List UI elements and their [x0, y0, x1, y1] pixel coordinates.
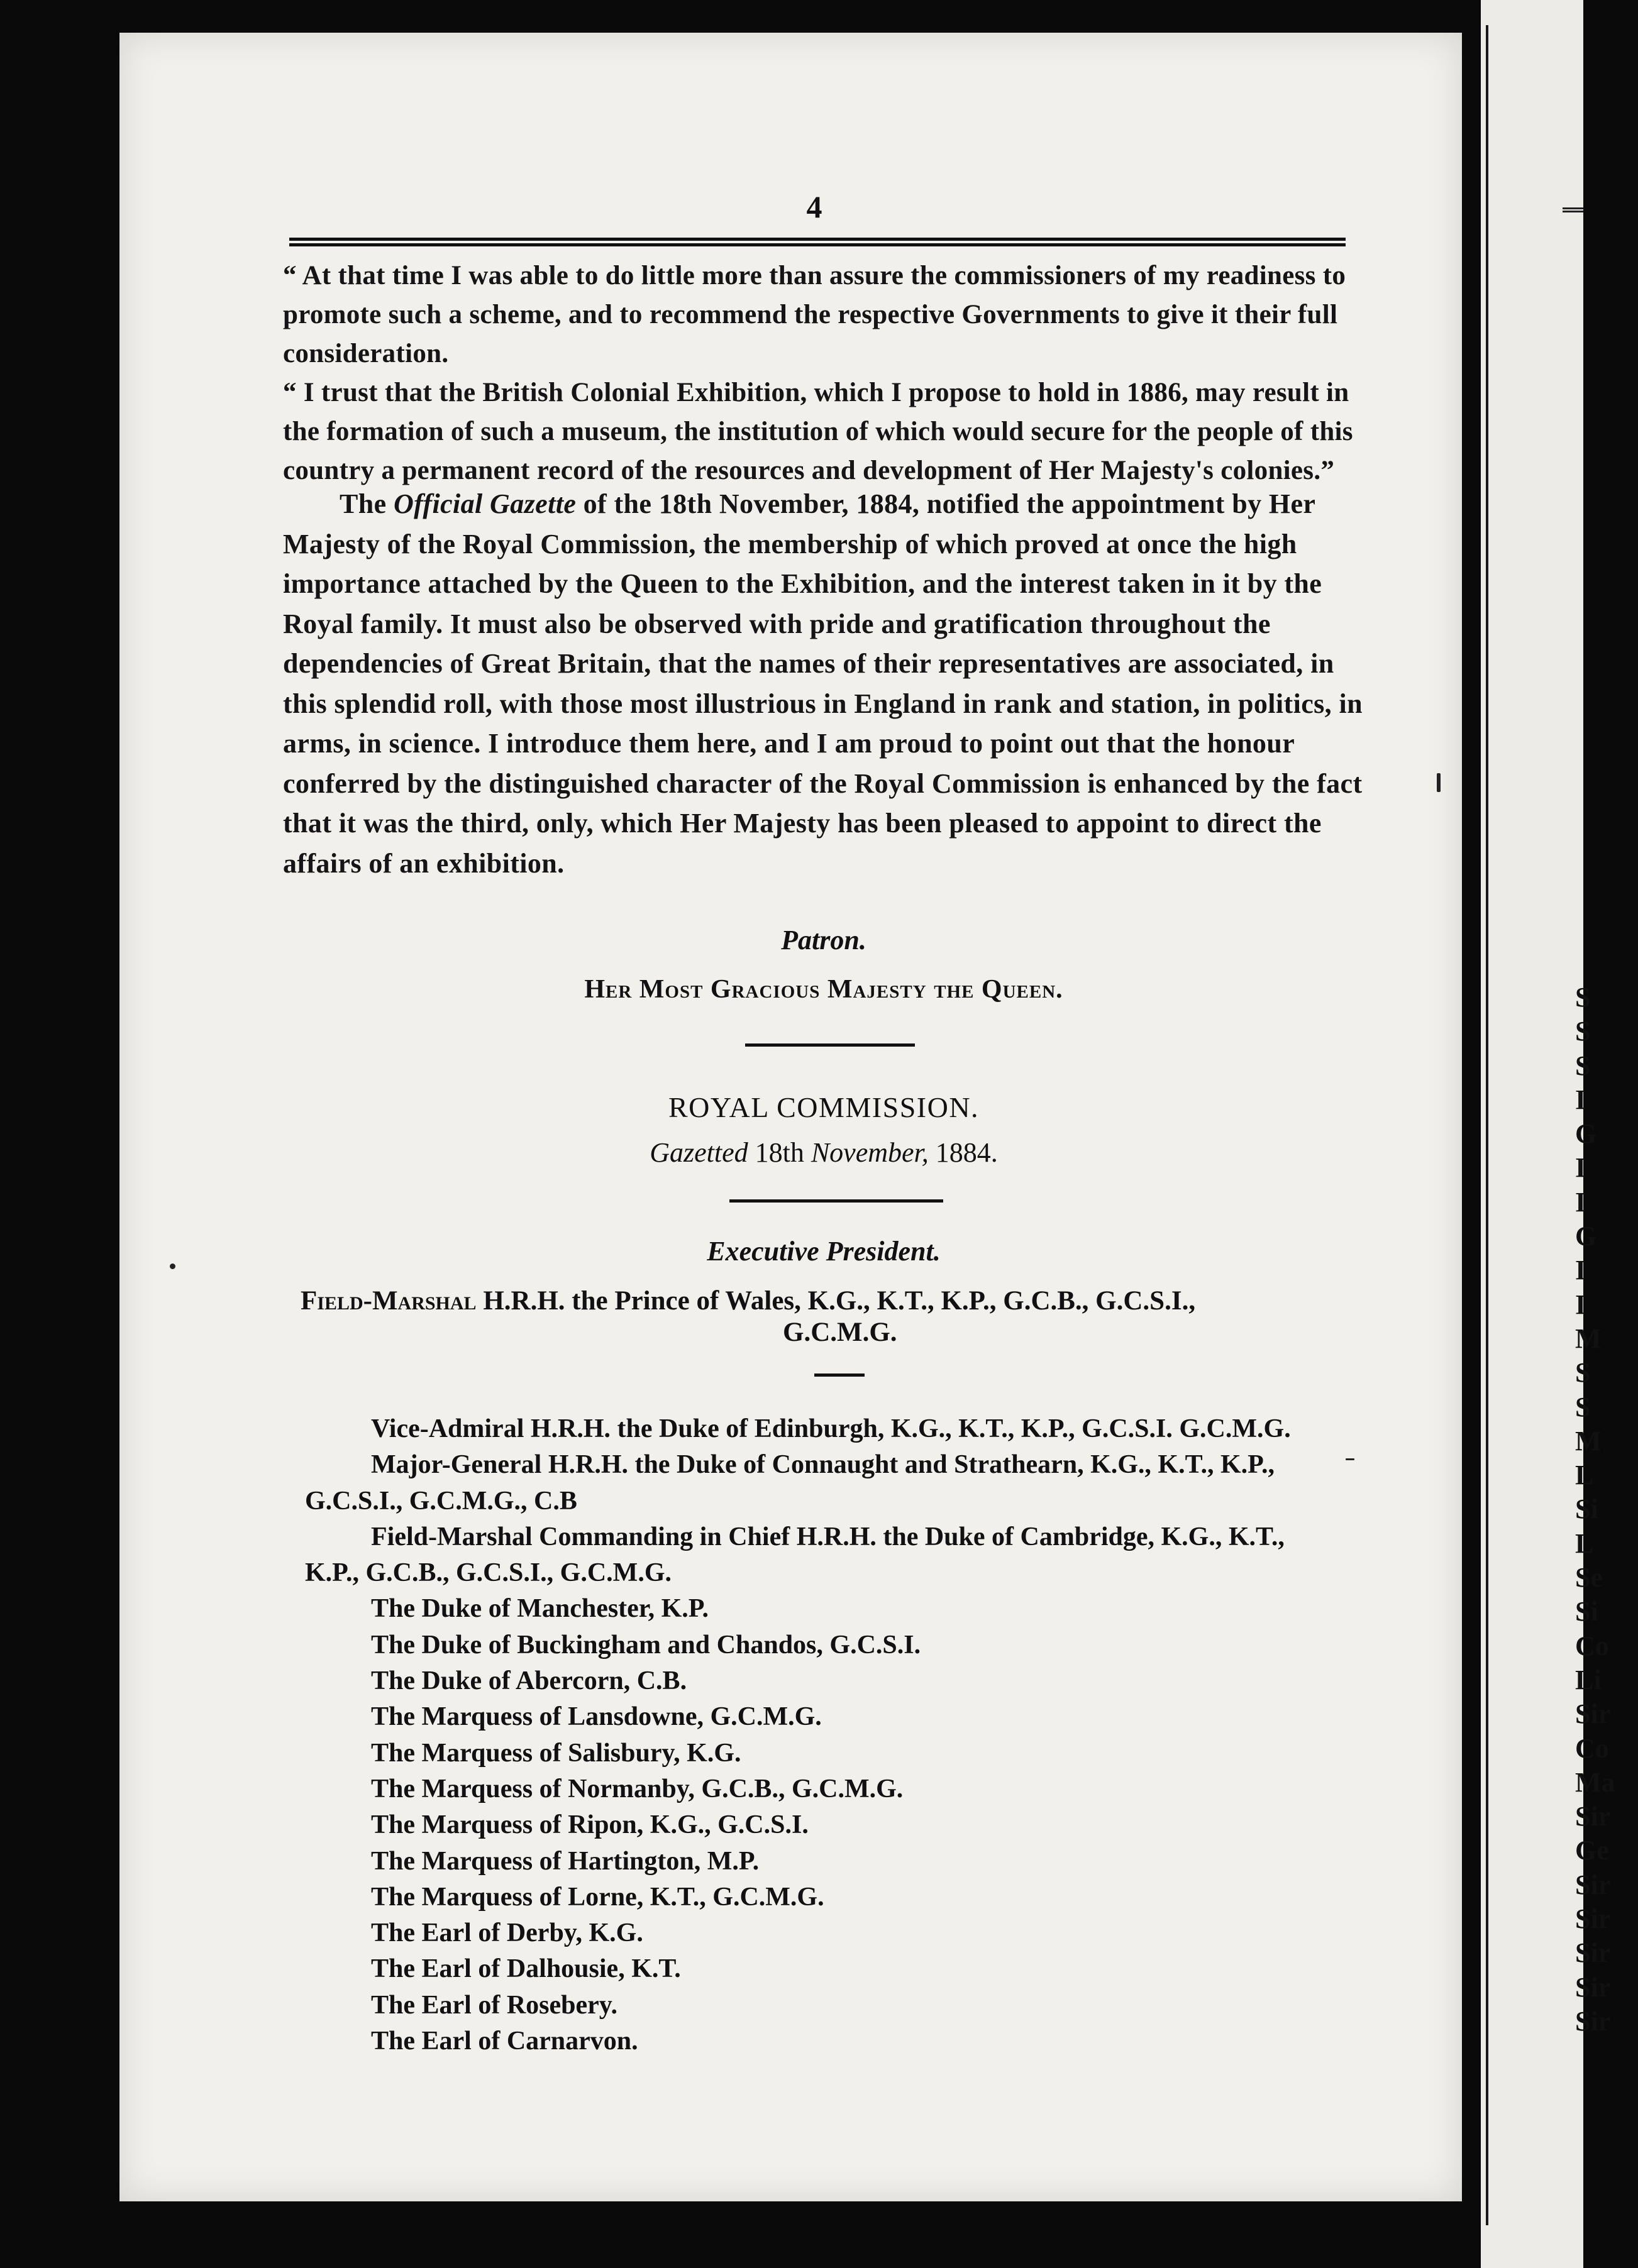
facing-fragment: L [1575, 1460, 1594, 1491]
member-entry: The Marquess of Lansdowne, G.C.M.G. [371, 1702, 822, 1732]
member-entry: The Marquess of Normanby, G.C.B., G.C.M.G. [371, 1774, 904, 1803]
facing-fragment: Si [1575, 1494, 1598, 1525]
member-entry: Vice-Admiral H.R.H. the Duke of Edinburgh, K.G., K.T., K.P., G.C.S.I. G.C.M.G. [371, 1414, 1291, 1443]
patron-heading: Patron. [781, 925, 866, 955]
body-text-rest: of the 18th November, 1884, notified the appointment by Her Majesty of the Royal Commission, the membership of which proved at once the high importance attached by the Queen to the Exhibition, and the interest taken in it by the Royal family. It must also be observed with pride and gratification throughout the dependencies of Great Britain, that the names of their representatives are associated, in this splendid roll, with those most illustrious in England in rank and station, in politics, in arms, in science. I introduce them here, and I am proud to point out that the honour conferred by the distinguished character of the Royal Commission is enhanced by the fact that it was the third, only, which Her Majesty has been pleased to appoint to direct the affairs of an exhibition. [283, 488, 1363, 879]
member-entry: The Marquess of Lorne, K.T., G.C.M.G. [371, 1882, 824, 1912]
executive-president-heading: Executive President. [707, 1236, 941, 1267]
facing-fragment: S [1575, 1391, 1591, 1423]
member-entry: The Duke of Buckingham and Chandos, G.C.S.I. [371, 1630, 921, 1660]
facing-fragment: Co [1575, 1630, 1609, 1661]
quotation-block [283, 256, 1364, 490]
scan-speck [1346, 1458, 1354, 1460]
executive-president-name [301, 1285, 1195, 1316]
member-entry: The Duke of Manchester, K.P. [371, 1594, 709, 1624]
royal-commission-title: ROYAL COMMISSION. [668, 1091, 980, 1123]
member-entry: The Earl of Carnarvon. [371, 2027, 638, 2056]
facing-fragment: Sir [1575, 2005, 1611, 2037]
executive-president-titles: H.R.H. the Prince of Wales, K.G., K.T., K.P., G.C.B., G.C.S.I., [476, 1286, 1196, 1316]
facing-fragment: M [1575, 1323, 1602, 1354]
facing-fragment: L [1575, 1528, 1594, 1559]
patron-name: Her Most Gracious Majesty the Queen. [584, 975, 1063, 1004]
facing-page-rule [1563, 207, 1583, 212]
facing-fragment: Ma [1575, 1766, 1615, 1798]
facing-fragment: G [1575, 1118, 1597, 1150]
section-rule [729, 1199, 943, 1203]
member-entry: The Marquess of Hartington, M.P. [371, 1846, 760, 1876]
short-rule [814, 1373, 865, 1377]
facing-fragment: I [1575, 1255, 1586, 1286]
scan-speck [170, 1263, 175, 1269]
facing-fragment: I [1575, 1152, 1586, 1184]
facing-fragment: Sir [1575, 1801, 1611, 1832]
member-entry: Major-General H.R.H. the Duke of Connaught and Strathearn, K.G., K.T., K.P., [371, 1450, 1275, 1480]
section-rule [745, 1043, 915, 1047]
facing-fragment: S [1575, 1016, 1591, 1047]
page-number: 4 [806, 189, 822, 224]
facing-fragment: Sir [1575, 1937, 1611, 1969]
facing-fragment: M [1575, 1425, 1602, 1456]
facing-fragment: I [1575, 1186, 1586, 1218]
member-entry: The Marquess of Ripon, K.G., G.C.S.I. [371, 1810, 809, 1840]
facing-page-fragments [1575, 981, 1638, 2039]
facing-fragment: Co [1575, 1732, 1609, 1764]
facing-fragment: I [1575, 1289, 1586, 1320]
member-entry: The Earl of Derby, K.G. [371, 1918, 643, 1948]
facing-fragment: Se [1575, 1562, 1603, 1594]
gazetted-day: 18th [755, 1137, 804, 1168]
member-entry: Field-Marshal Commanding in Chief H.R.H. the Duke of Cambridge, K.G., K.T., [371, 1522, 1285, 1551]
facing-fragment: Ge [1575, 1835, 1609, 1866]
quote-paragraph: “ I trust that the British Colonial Exhibition, which I propose to hold in 1886, may result in the formation of such a museum, the institution of which would secure for the people of this country a permanent record of the resources and development of Her Majesty's colonies.” [283, 378, 1353, 485]
facing-fragment: S [1575, 1357, 1591, 1389]
facing-fragment: S [1575, 982, 1591, 1013]
gazette-title: Official Gazette [393, 488, 577, 519]
gazetted-date [283, 1137, 1364, 1169]
facing-fragment: Sir [1575, 1869, 1611, 1900]
member-entry: The Earl of Rosebery. [371, 1990, 617, 2020]
body-paragraph [283, 484, 1364, 883]
member-entry: The Earl of Dalhousie, K.T. [371, 1954, 681, 1984]
facing-page [1481, 0, 1615, 2268]
facing-fragment: G [1575, 1221, 1597, 1252]
facing-fragment: S [1575, 1050, 1591, 1081]
member-entry: K.P., G.C.B., G.C.S.I., G.C.M.G. [305, 1558, 672, 1588]
header-double-rule [289, 238, 1346, 246]
facing-fragment: Si [1575, 1596, 1598, 1627]
gazetted-year: 1884. [935, 1137, 998, 1168]
quote-paragraph: “ At that time I was able to do little more than assure the commissioners of my readiness to promote such a scheme, and to recommend the respective Governments to give it their full consideration. [283, 261, 1346, 368]
member-entry: G.C.S.I., G.C.M.G., C.B [305, 1486, 577, 1516]
facing-fragment: Sir [1575, 1698, 1611, 1730]
facing-fragment: Li [1575, 1664, 1602, 1695]
member-entry: The Marquess of Salisbury, K.G. [371, 1738, 741, 1768]
commission-members-list [305, 1411, 1405, 2059]
facing-fragment: Sir [1575, 1971, 1611, 2003]
gazetted-month: November, [811, 1137, 929, 1168]
executive-president-honours: G.C.M.G. [783, 1318, 897, 1347]
scan-speck [1437, 773, 1441, 792]
executive-president-rank: Field-Marshal [301, 1286, 477, 1316]
facing-fragment: I [1575, 1084, 1586, 1115]
gazetted-label: Gazetted [650, 1137, 748, 1168]
page-gutter-line [1486, 25, 1488, 2225]
member-entry: The Duke of Abercorn, C.B. [371, 1666, 687, 1696]
facing-fragment: Sir [1575, 1903, 1611, 1935]
body-text-start: The [340, 488, 394, 519]
